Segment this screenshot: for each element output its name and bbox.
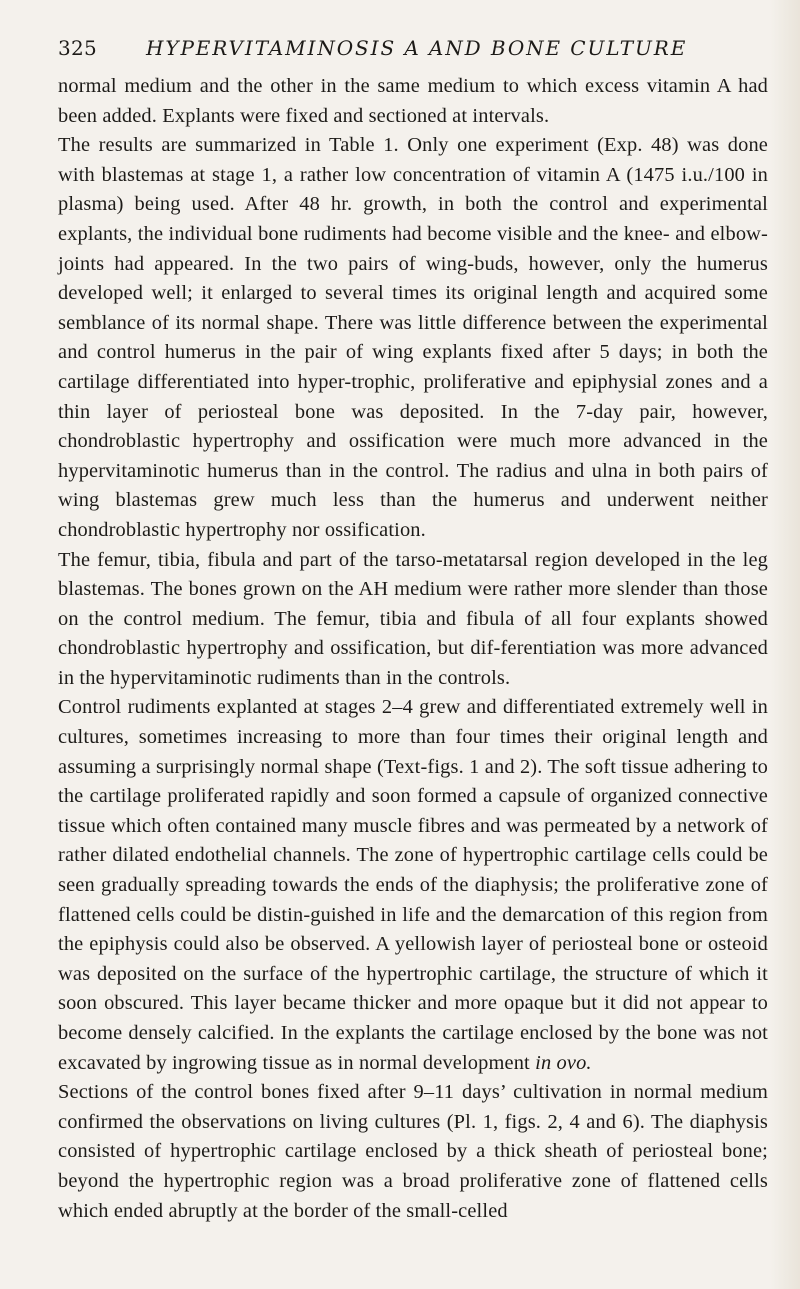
paragraph-4 bbox=[58, 693, 768, 1078]
paragraph-4-text: Control rudiments explanted at stages 2–4 grew and differentiated extremely well in cultures, sometimes increasing to more than four times their original length and assuming a surprisingly normal shape (Text-figs. 1 and 2). The soft tissue adhering to the cartilage proliferated rapidly and soon formed a capsule of organized connective tissue which often contained many muscle fibres and was permeated by a network of rather dilated endothelial channels. The zone of hypertrophic cartilage cells could be seen gradually spreading towards the ends of the diaphysis; the proliferative zone of flattened cells could be distin-guished in life and the demarcation of this region from the epiphysis could also be observed. A yellowish layer of periosteal bone or osteoid was deposited on the surface of the hypertrophic cartilage, the structure of which it soon obscured. This layer became thicker and more opaque but it did not appear to become densely calcified. In the explants the cartilage enclosed by the bone was not excavated by ingrowing tissue as in normal development bbox=[58, 696, 768, 1074]
paragraph-2: The results are summarized in Table 1. Only one experiment (Exp. 48) was done with blastemas at stage 1, a rather low concentration of vitamin A (1475 i.u./100 in plasma) being used. After 48 hr. growth, in both the control and experimental explants, the individual bone rudiments had become visible and the knee- and elbow-joints had appeared. In the two pairs of wing-buds, however, only the humerus developed well; it enlarged to several times its original length and acquired some semblance of its normal shape. There was little difference between the experimental and control humerus in the pair of wing explants fixed after 5 days; in both the cartilage differentiated into hyper-trophic, proliferative and epiphysial zones and a thin layer of periosteal bone was deposited. In the 7-day pair, however, chondroblastic hypertrophy and ossification were much more advanced in the hypervitaminotic humerus than in the control. The radius and ulna in both pairs of wing blastemas grew much less than the humerus and underwent neither chondroblastic hypertrophy nor ossification. bbox=[58, 134, 768, 541]
paragraph-1: normal medium and the other in the same medium to which excess vitamin A had been added. Explants were fixed and sectioned at intervals. bbox=[58, 75, 768, 127]
page-number: 325 bbox=[58, 36, 98, 60]
page-edge-shadow bbox=[770, 0, 800, 1289]
in-ovo-italic: in ovo. bbox=[535, 1051, 592, 1074]
paragraph-3: The femur, tibia, fibula and part of the tarso-metatarsal region developed in the leg blastemas. The bones grown on the AH medium were rather more slender than those on the control medium. The femur, tibia and fibula of all four explants showed chondroblastic hypertrophy and ossification, but dif-ferentiation was more advanced in the hypervitaminotic rudiments than in the controls. bbox=[58, 548, 768, 689]
page-header bbox=[58, 30, 764, 66]
paragraph-5: Sections of the control bones fixed after 9–11 days’ cultivation in normal medium confirmed the observations on living cultures (Pl. 1, figs. 2, 4 and 6). The diaphysis consisted of hypertrophic cartilage enclosed by a thick sheath of periosteal bone; beyond the hypertrophic region was a broad proliferative zone of flattened cells which ended abruptly at the border of the small-celled bbox=[58, 1081, 768, 1222]
body-text bbox=[58, 72, 768, 1226]
running-head: HYPERVITAMINOSIS A AND BONE CULTURE bbox=[146, 36, 688, 60]
